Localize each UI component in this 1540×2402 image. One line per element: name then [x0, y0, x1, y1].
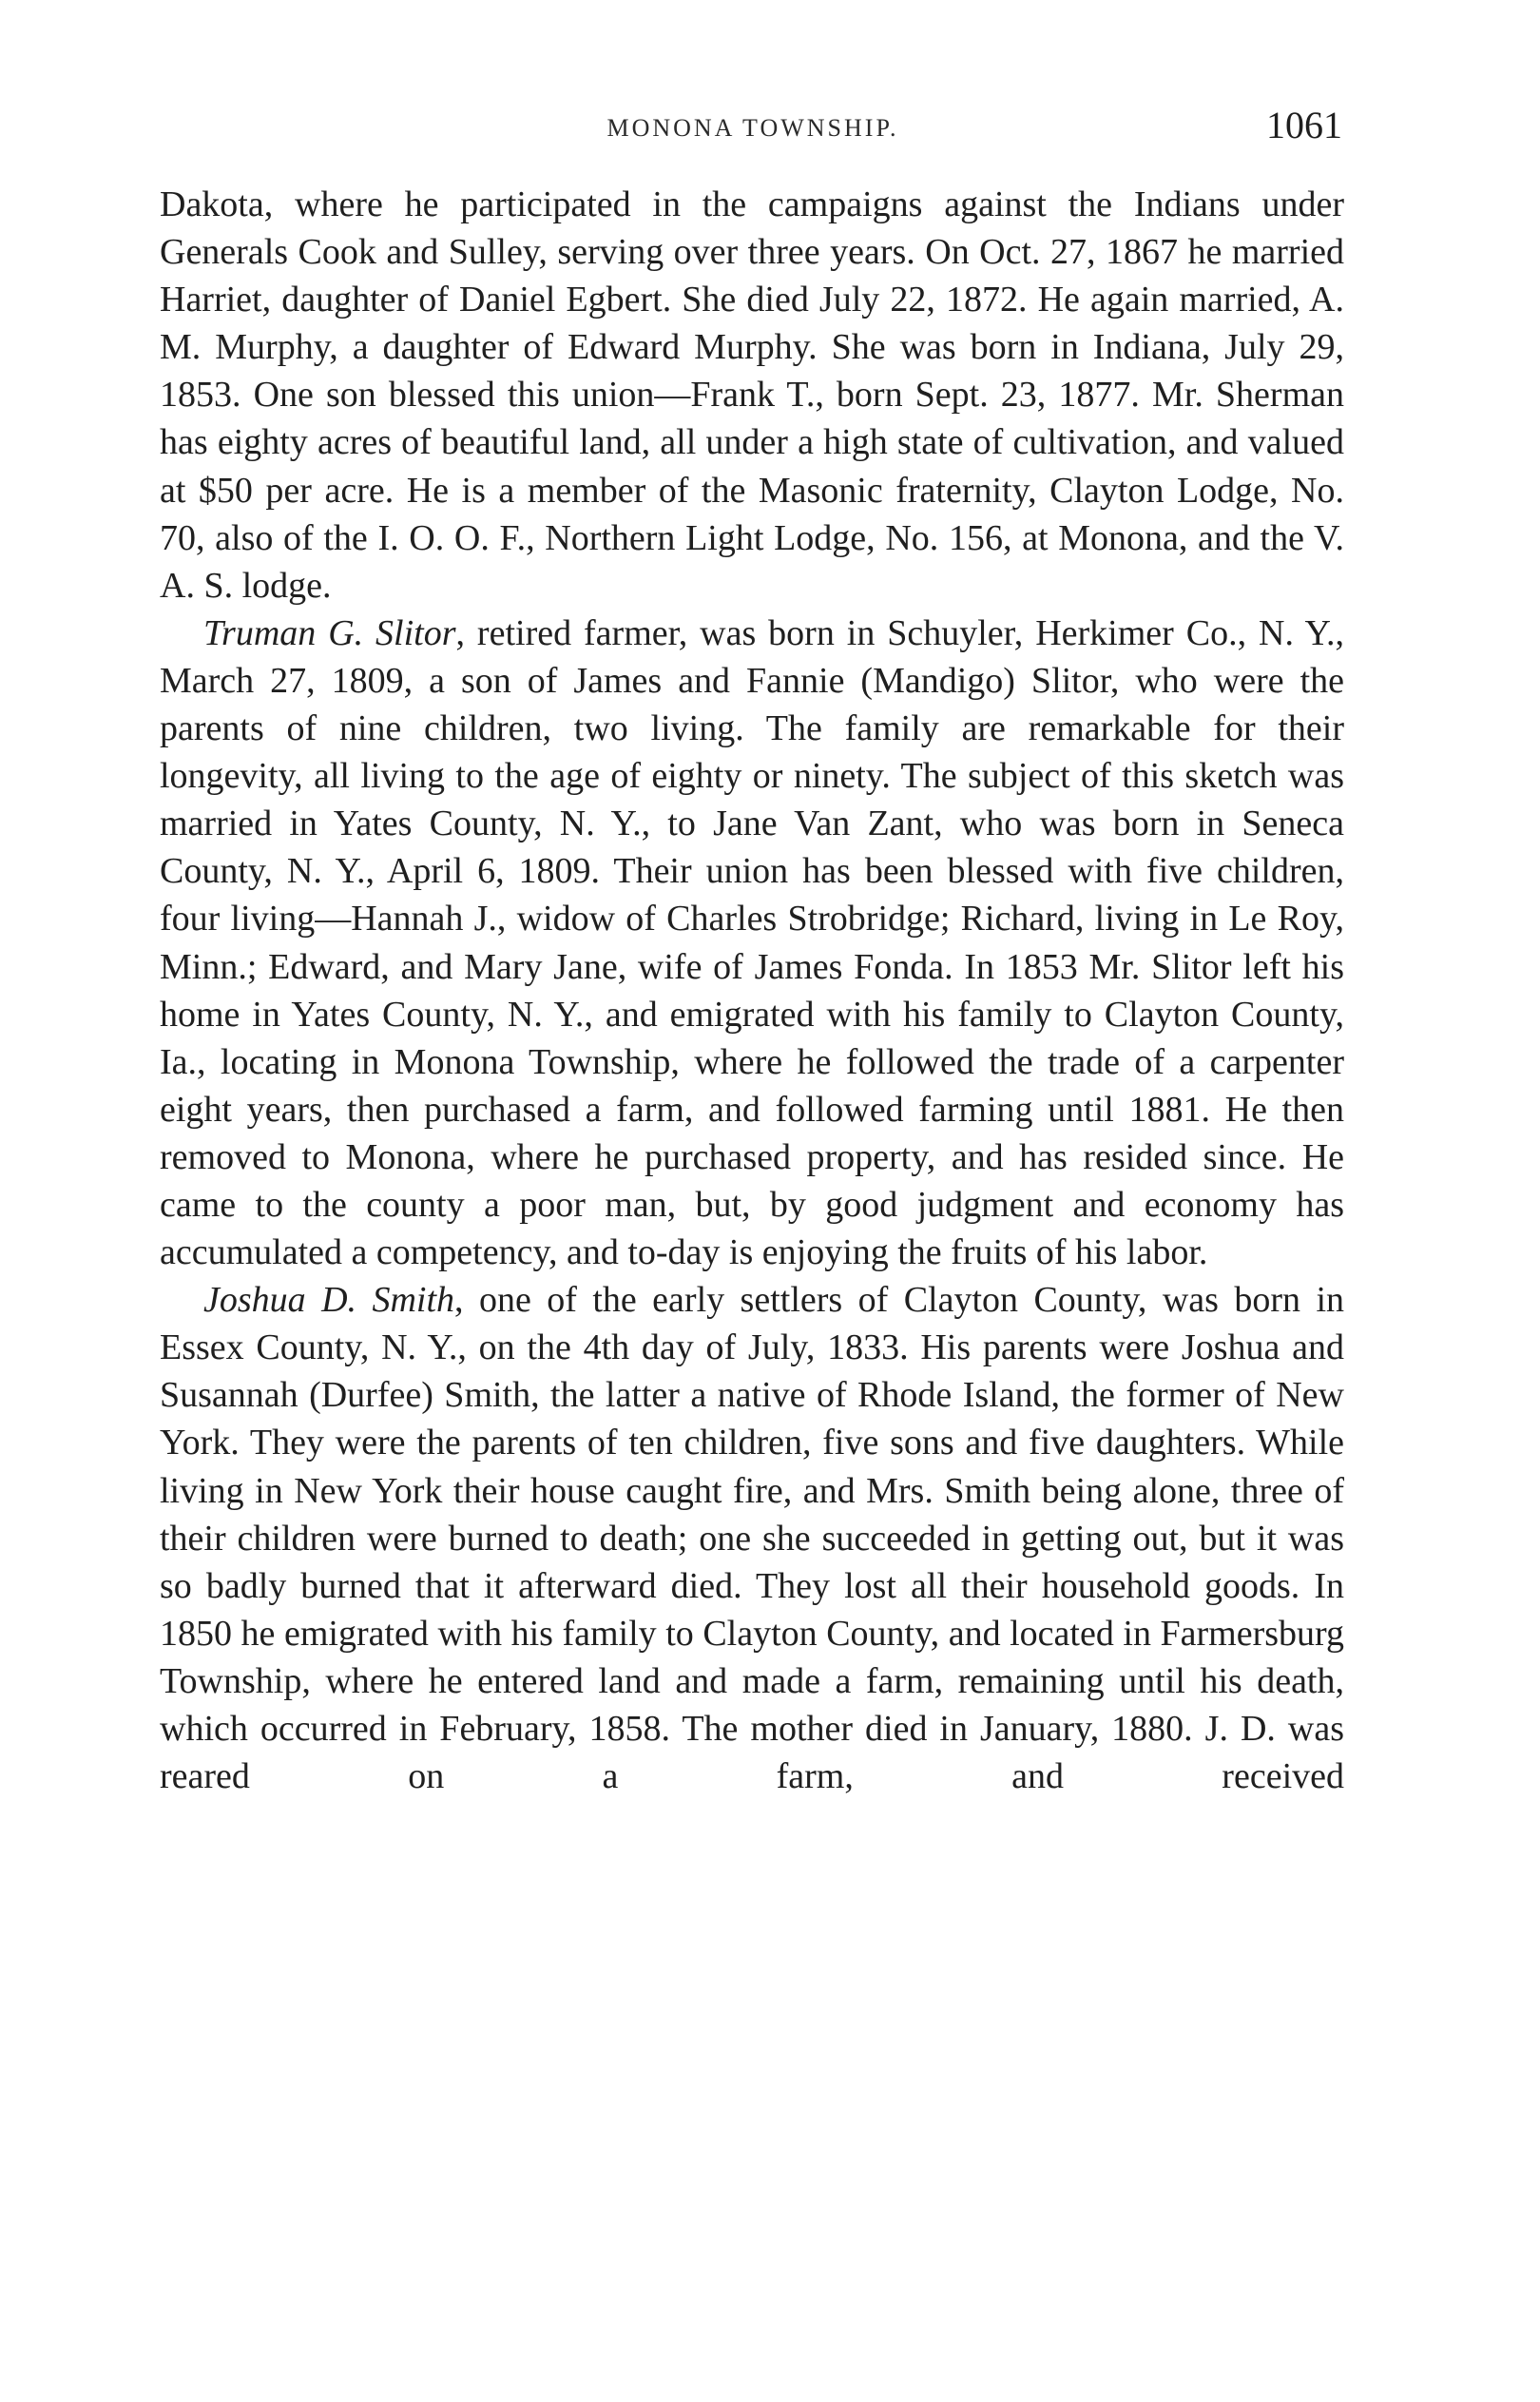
- paragraph-text: Dakota, where he participated in the campaigns against the Indians under Generals Cook and Sulley, serving over three years. On Oct. 27, 1867 he married Harriet, daughter of Daniel Egbert. She died July 22, 1872. He again married, A. M. Murphy, a daughter of Edward Murphy. She was born in Indiana, July 29, 1853. One son blessed this union—Frank T., born Sept. 23, 1877. Mr. Sherman has eighty acres of beautiful land, all under a high state of cultivation, and valued at $50 per acre. He is a member of the Masonic fraternity, Clayton Lodge, No. 70, also of the I. O. O. F., Northern Light Lodge, No. 156, at Monona, and the V. A. S. lodge.: [160, 184, 1344, 606]
- page-header: [164, 103, 1342, 150]
- paragraph-smith-biography: [160, 1276, 1344, 1800]
- body-text: [160, 181, 1344, 1800]
- paragraph-slitor-biography: [160, 610, 1344, 1276]
- running-head: MONONA TOWNSHIP.: [606, 114, 899, 142]
- subject-name: Truman G. Slitor: [203, 612, 456, 653]
- paragraph-text: , retired farmer, was born in Schuyler, Herkimer Co., N. Y., March 27, 1809, a son of James and Fannie (Mandigo) Slitor, who were the parents of nine children, two living. The family are remarkable for their longevity, all living to the age of eighty or ninety. The subject of this sketch was married in Yates County, N. Y., to Jane Van Zant, who was born in Seneca County, N. Y., April 6, 1809. Their union has been blessed with five children, four living—Hannah J., widow of Charles Strobridge; Richard, living in Le Roy, Minn.; Edward, and Mary Jane, wife of James Fonda. In 1853 Mr. Slitor left his home in Yates County, N. Y., and emigrated with his family to Clayton County, Ia., locating in Monona Township, where he followed the trade of a carpenter eight years, then purchased a farm, and followed farming until 1881. He then removed to Monona, where he purchased property, and has resided since. He came to the county a poor man, but, by good judgment and economy has accumulated a competency, and to-day is enjoying the fruits of his labor.: [160, 612, 1344, 1273]
- page-number: 1061: [1266, 104, 1342, 146]
- paragraph-text: , one of the early settlers of Clayton County, was born in Essex County, N. Y., on the 4th day of July, 1833. His parents were Joshua and Susannah (Durfee) Smith, the latter a native of Rhode Island, the former of New York. They were the parents of ten children, five sons and five daughters. While living in New York their house caught fire, and Mrs. Smith being alone, three of their children were burned to death; one she succeeded in getting out, but it was so badly burned that it afterward died. They lost all their household goods. In 1850 he emigrated with his family to Clayton County, and located in Farmersburg Township, where he entered land and made a farm, remaining until his death, which occurred in February, 1858. The mother died in January, 1880. J. D. was reared on a farm, and received: [160, 1280, 1344, 1797]
- subject-name: Joshua D. Smith: [203, 1280, 455, 1321]
- paragraph-sherman-continued: [160, 181, 1344, 610]
